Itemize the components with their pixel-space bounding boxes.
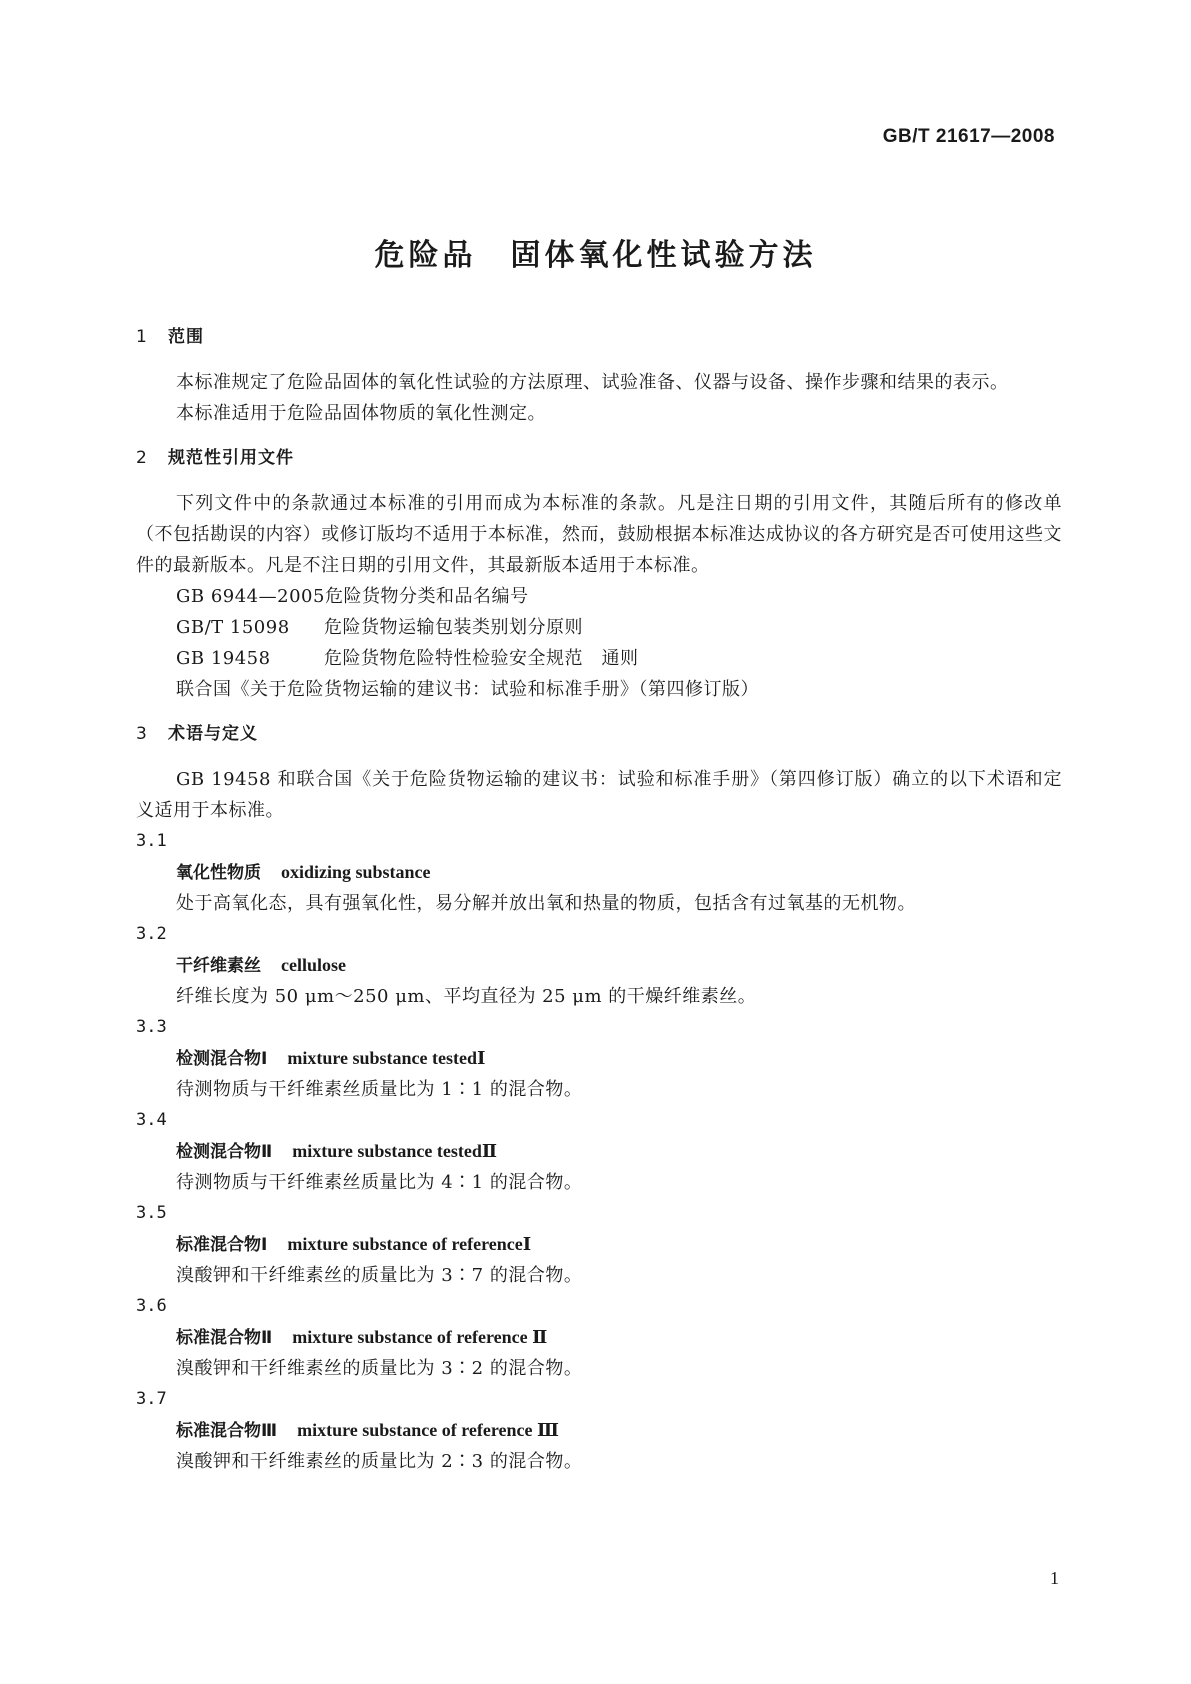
term-number: 3.3 xyxy=(136,1017,167,1037)
paragraph: 下列文件中的条款通过本标准的引用而成为本标准的条款。凡是注日期的引用文件，其随后所有的修改单（不包括勘误的内容）或修订版均不适用于本标准，然而，鼓励根据本标准达成协议的各方研究是否可使用这些文件的最新版本。凡是不注日期的引用文件，其最新版本适用于本标准。 xyxy=(136,493,1062,576)
term-name xyxy=(136,857,1062,888)
term-definition: 待测物质与干纤维素丝质量比为 1∶1 的混合物。 xyxy=(176,1079,583,1100)
term-entry xyxy=(136,1198,1062,1291)
term-zh: 标准混合物Ⅰ xyxy=(176,1235,268,1255)
reference-code: GB/T 15098 xyxy=(176,617,290,638)
term-number: 3.7 xyxy=(136,1389,167,1409)
term-en: mixture substance of reference Ⅲ xyxy=(297,1420,559,1440)
term-definition: 待测物质与干纤维素丝质量比为 4∶1 的混合物。 xyxy=(176,1172,583,1193)
term-zh: 氧化性物质 xyxy=(176,863,261,883)
section-heading-terms-definitions xyxy=(136,719,1062,750)
term-name xyxy=(136,1415,1062,1446)
section-number: 2 xyxy=(136,448,148,468)
term-zh: 检测混合物Ⅱ xyxy=(176,1142,273,1162)
reference-title: 危险货物危险特性检验安全规范 通则 xyxy=(324,648,639,669)
reference-item xyxy=(136,612,1062,643)
paragraph: GB 19458 和联合国《关于危险货物运输的建议书：试验和标准手册》（第四修订版）确立的以下术语和定义适用于本标准。 xyxy=(136,769,1062,821)
reference-code: GB 19458 xyxy=(176,648,271,669)
title-part-1: 危险品 xyxy=(374,238,477,273)
term-zh: 标准混合物Ⅲ xyxy=(176,1421,278,1441)
reference-title: 危险货物分类和品名编号 xyxy=(324,586,529,607)
reference-item xyxy=(136,674,1062,705)
term-en: mixture substance of referenceⅠ xyxy=(287,1234,532,1254)
term-name xyxy=(136,950,1062,981)
document-title xyxy=(0,230,1191,274)
reference-item xyxy=(136,581,1062,612)
section-heading-scope xyxy=(136,322,1062,353)
section-heading-normative-references xyxy=(136,443,1062,474)
term-name xyxy=(136,1043,1062,1074)
title-part-2: 固体氧化性试验方法 xyxy=(510,238,817,273)
term-en: mixture substance testedⅠ xyxy=(287,1048,486,1068)
term-number: 3.5 xyxy=(136,1203,167,1223)
section-title: 范围 xyxy=(168,327,204,347)
paragraph: 本标准规定了危险品固体的氧化性试验的方法原理、试验准备、仪器与设备、操作步骤和结果的表示。 xyxy=(176,372,1009,393)
term-number: 3.2 xyxy=(136,924,167,944)
term-entry xyxy=(136,826,1062,919)
term-entry xyxy=(136,1012,1062,1105)
term-zh: 干纤维素丝 xyxy=(176,956,261,976)
term-zh: 标准混合物Ⅱ xyxy=(176,1328,273,1348)
term-definition: 处于高氧化态，具有强氧化性，易分解并放出氧和热量的物质，包括含有过氧基的无机物。 xyxy=(176,893,916,914)
term-en: cellulose xyxy=(281,955,346,975)
term-en: mixture substance of reference Ⅱ xyxy=(292,1327,548,1347)
term-definition: 纤维长度为 50 μm～250 μm、平均直径为 25 μm 的干燥纤维素丝。 xyxy=(176,986,757,1007)
reference-title: 联合国《关于危险货物运输的建议书：试验和标准手册》（第四修订版） xyxy=(176,679,759,700)
term-entry xyxy=(136,1384,1062,1477)
term-en: oxidizing substance xyxy=(281,862,431,882)
reference-title: 危险货物运输包装类别划分原则 xyxy=(324,617,583,638)
term-number: 3.6 xyxy=(136,1296,167,1316)
section-number: 3 xyxy=(136,724,148,744)
document-body xyxy=(136,322,1062,1477)
term-number: 3.1 xyxy=(136,831,167,851)
term-entry xyxy=(136,1291,1062,1384)
section-title: 术语与定义 xyxy=(168,724,258,744)
term-en: mixture substance testedⅡ xyxy=(292,1141,498,1161)
section-number: 1 xyxy=(136,327,148,347)
term-name xyxy=(136,1322,1062,1353)
paragraph: 本标准适用于危险品固体物质的氧化性测定。 xyxy=(176,403,546,424)
term-definition: 溴酸钾和干纤维素丝的质量比为 2∶3 的混合物。 xyxy=(176,1451,583,1472)
page-number: 1 xyxy=(1050,1568,1059,1588)
term-zh: 检测混合物Ⅰ xyxy=(176,1049,268,1069)
section-title: 规范性引用文件 xyxy=(168,448,294,468)
term-definition: 溴酸钾和干纤维素丝的质量比为 3∶2 的混合物。 xyxy=(176,1358,583,1379)
reference-code: GB 6944—2005 xyxy=(176,586,325,607)
term-entry xyxy=(136,919,1062,1012)
term-definition: 溴酸钾和干纤维素丝的质量比为 3∶7 的混合物。 xyxy=(176,1265,583,1286)
term-number: 3.4 xyxy=(136,1110,167,1130)
term-name xyxy=(136,1136,1062,1167)
standard-code: GB/T 21617—2008 xyxy=(882,126,1055,147)
reference-item xyxy=(136,643,1062,674)
term-name xyxy=(136,1229,1062,1260)
term-entry xyxy=(136,1105,1062,1198)
